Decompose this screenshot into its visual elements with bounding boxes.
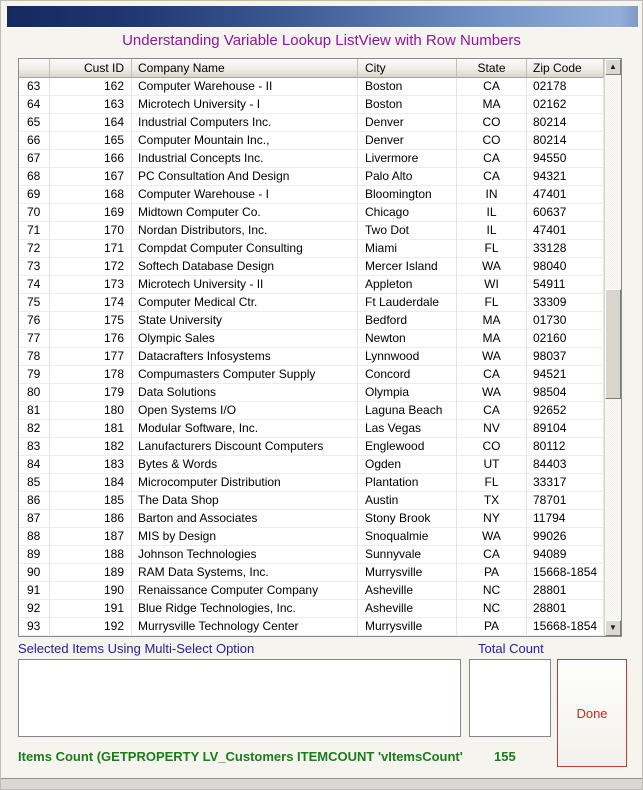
table-cell: CO bbox=[457, 132, 527, 150]
table-cell: 94321 bbox=[527, 168, 604, 186]
table-cell: Murrysville Technology Center bbox=[132, 618, 358, 636]
items-count-status: Items Count (GETPROPERTY LV_Customers ITEMCOUNT 'vItemsCount' bbox=[18, 749, 463, 764]
table-cell: MA bbox=[457, 96, 527, 114]
table-cell: Sunnyvale bbox=[358, 546, 457, 564]
title-bar[interactable] bbox=[7, 6, 638, 28]
table-cell: 67 bbox=[19, 150, 50, 168]
table-cell: 171 bbox=[50, 240, 132, 258]
table-row[interactable] bbox=[19, 384, 604, 402]
customers-listview bbox=[18, 58, 622, 637]
table-cell: 84 bbox=[19, 456, 50, 474]
table-cell: 80214 bbox=[527, 114, 604, 132]
table-cell: 72 bbox=[19, 240, 50, 258]
table-cell: 94521 bbox=[527, 366, 604, 384]
table-cell: Plantation bbox=[358, 474, 457, 492]
table-row[interactable] bbox=[19, 312, 604, 330]
table-cell: Midtown Computer Co. bbox=[132, 204, 358, 222]
table-row[interactable] bbox=[19, 78, 604, 96]
table-cell: Miami bbox=[358, 240, 457, 258]
table-cell: 80 bbox=[19, 384, 50, 402]
table-cell: 93 bbox=[19, 618, 50, 636]
table-cell: 99026 bbox=[527, 528, 604, 546]
selected-items-label: Selected Items Using Multi-Select Option bbox=[18, 641, 255, 656]
table-cell: Lanufacturers Discount Computers bbox=[132, 438, 358, 456]
table-cell: WA bbox=[457, 384, 527, 402]
table-cell: 98504 bbox=[527, 384, 604, 402]
table-cell: 163 bbox=[50, 96, 132, 114]
table-cell: Denver bbox=[358, 114, 457, 132]
table-cell: 02162 bbox=[527, 96, 604, 114]
table-cell: 11794 bbox=[527, 510, 604, 528]
table-cell: 15668-1854 bbox=[527, 618, 604, 636]
table-cell: Asheville bbox=[358, 600, 457, 618]
table-cell: IN bbox=[457, 186, 527, 204]
table-cell: 186 bbox=[50, 510, 132, 528]
table-cell: IL bbox=[457, 204, 527, 222]
table-cell: 165 bbox=[50, 132, 132, 150]
table-row[interactable] bbox=[19, 276, 604, 294]
table-row[interactable] bbox=[19, 168, 604, 186]
table-row[interactable] bbox=[19, 366, 604, 384]
table-cell: PC Consultation And Design bbox=[132, 168, 358, 186]
table-cell: 184 bbox=[50, 474, 132, 492]
table-row[interactable] bbox=[19, 294, 604, 312]
table-cell: CA bbox=[457, 366, 527, 384]
table-cell: 70 bbox=[19, 204, 50, 222]
table-row[interactable] bbox=[19, 438, 604, 456]
table-cell: Chicago bbox=[358, 204, 457, 222]
table-cell: 94550 bbox=[527, 150, 604, 168]
table-cell: Palo Alto bbox=[358, 168, 457, 186]
table-cell: Boston bbox=[358, 78, 457, 96]
done-button[interactable]: Done bbox=[557, 659, 627, 767]
table-cell: 181 bbox=[50, 420, 132, 438]
table-cell: 01730 bbox=[527, 312, 604, 330]
scrollbar-thumb[interactable] bbox=[605, 289, 621, 399]
table-row[interactable] bbox=[19, 474, 604, 492]
table-cell: 190 bbox=[50, 582, 132, 600]
column-header[interactable]: City bbox=[358, 59, 457, 78]
table-cell: 175 bbox=[50, 312, 132, 330]
table-cell: FL bbox=[457, 294, 527, 312]
table-cell: 63 bbox=[19, 78, 50, 96]
table-cell: CA bbox=[457, 150, 527, 168]
table-cell: CO bbox=[457, 438, 527, 456]
table-cell: State University bbox=[132, 312, 358, 330]
table-cell: 162 bbox=[50, 78, 132, 96]
table-cell: 78 bbox=[19, 348, 50, 366]
table-row[interactable] bbox=[19, 492, 604, 510]
table-cell: 83 bbox=[19, 438, 50, 456]
table-cell: Data Solutions bbox=[132, 384, 358, 402]
table-cell: Blue Ridge Technologies, Inc. bbox=[132, 600, 358, 618]
table-cell: 172 bbox=[50, 258, 132, 276]
table-cell: MA bbox=[457, 330, 527, 348]
table-cell: 177 bbox=[50, 348, 132, 366]
table-cell: 54911 bbox=[527, 276, 604, 294]
table-cell: Compdat Computer Consulting bbox=[132, 240, 358, 258]
table-row[interactable] bbox=[19, 510, 604, 528]
scroll-down-icon[interactable]: ▼ bbox=[605, 620, 621, 636]
table-cell: NC bbox=[457, 600, 527, 618]
table-row[interactable] bbox=[19, 528, 604, 546]
table-cell: 191 bbox=[50, 600, 132, 618]
table-cell: 33317 bbox=[527, 474, 604, 492]
table-cell: 164 bbox=[50, 114, 132, 132]
table-cell: Livermore bbox=[358, 150, 457, 168]
table-cell: Ft Lauderdale bbox=[358, 294, 457, 312]
table-cell: Appleton bbox=[358, 276, 457, 294]
table-cell: Compumasters Computer Supply bbox=[132, 366, 358, 384]
table-cell: Lynnwood bbox=[358, 348, 457, 366]
table-row[interactable] bbox=[19, 114, 604, 132]
table-cell: 85 bbox=[19, 474, 50, 492]
table-cell: 66 bbox=[19, 132, 50, 150]
table-row[interactable] bbox=[19, 618, 604, 636]
table-row[interactable] bbox=[19, 546, 604, 564]
table-row[interactable] bbox=[19, 222, 604, 240]
table-cell: 92 bbox=[19, 600, 50, 618]
table-cell: 68 bbox=[19, 168, 50, 186]
items-count-value: 155 bbox=[494, 749, 516, 764]
table-cell: 33128 bbox=[527, 240, 604, 258]
table-cell: 65 bbox=[19, 114, 50, 132]
table-cell: Stony Brook bbox=[358, 510, 457, 528]
table-cell: FL bbox=[457, 240, 527, 258]
table-cell: Microcomputer Distribution bbox=[132, 474, 358, 492]
table-cell: 64 bbox=[19, 96, 50, 114]
table-cell: Murrysville bbox=[358, 564, 457, 582]
table-cell: 80112 bbox=[527, 438, 604, 456]
table-cell: 170 bbox=[50, 222, 132, 240]
table-cell: 98040 bbox=[527, 258, 604, 276]
table-cell: Nordan Distributors, Inc. bbox=[132, 222, 358, 240]
table-cell: Computer Medical Ctr. bbox=[132, 294, 358, 312]
table-row[interactable] bbox=[19, 456, 604, 474]
table-cell: Boston bbox=[358, 96, 457, 114]
selected-items-listbox[interactable] bbox=[18, 659, 461, 737]
table-cell: 47401 bbox=[527, 186, 604, 204]
table-cell: 60637 bbox=[527, 204, 604, 222]
table-cell: 86 bbox=[19, 492, 50, 510]
table-cell: Olympia bbox=[358, 384, 457, 402]
table-row[interactable] bbox=[19, 240, 604, 258]
table-cell: WA bbox=[457, 528, 527, 546]
window-bottom-edge bbox=[1, 778, 642, 790]
table-cell: FL bbox=[457, 474, 527, 492]
column-header[interactable]: Zip Code bbox=[527, 59, 604, 78]
table-cell: Newton bbox=[358, 330, 457, 348]
table-cell: PA bbox=[457, 618, 527, 636]
table-row[interactable] bbox=[19, 582, 604, 600]
listview-columns-area bbox=[19, 59, 604, 636]
table-cell: Asheville bbox=[358, 582, 457, 600]
table-cell: 167 bbox=[50, 168, 132, 186]
table-cell: Barton and Associates bbox=[132, 510, 358, 528]
table-cell: MIS by Design bbox=[132, 528, 358, 546]
table-cell: Computer Mountain Inc., bbox=[132, 132, 358, 150]
table-cell: 187 bbox=[50, 528, 132, 546]
table-cell: Las Vegas bbox=[358, 420, 457, 438]
table-cell: Concord bbox=[358, 366, 457, 384]
table-row[interactable] bbox=[19, 96, 604, 114]
total-count-box[interactable] bbox=[469, 659, 551, 737]
table-cell: 74 bbox=[19, 276, 50, 294]
table-row[interactable] bbox=[19, 420, 604, 438]
table-cell: 168 bbox=[50, 186, 132, 204]
table-cell: 169 bbox=[50, 204, 132, 222]
table-cell: Modular Software, Inc. bbox=[132, 420, 358, 438]
table-cell: 98037 bbox=[527, 348, 604, 366]
table-cell: CA bbox=[457, 546, 527, 564]
table-cell: 183 bbox=[50, 456, 132, 474]
table-cell: Bedford bbox=[358, 312, 457, 330]
table-cell: NC bbox=[457, 582, 527, 600]
table-cell: MA bbox=[457, 312, 527, 330]
table-cell: 84403 bbox=[527, 456, 604, 474]
listview-header-row bbox=[19, 59, 604, 78]
table-cell: Computer Warehouse - I bbox=[132, 186, 358, 204]
table-cell: 185 bbox=[50, 492, 132, 510]
table-row[interactable] bbox=[19, 600, 604, 618]
table-cell: 81 bbox=[19, 402, 50, 420]
table-cell: Computer Warehouse - II bbox=[132, 78, 358, 96]
listview-body bbox=[19, 78, 604, 636]
table-cell: TX bbox=[457, 492, 527, 510]
table-cell: WA bbox=[457, 258, 527, 276]
table-row[interactable] bbox=[19, 204, 604, 222]
table-cell: 182 bbox=[50, 438, 132, 456]
table-cell: 179 bbox=[50, 384, 132, 402]
table-cell: 166 bbox=[50, 150, 132, 168]
table-cell: 79 bbox=[19, 366, 50, 384]
table-cell: Microtech University - II bbox=[132, 276, 358, 294]
table-row[interactable] bbox=[19, 330, 604, 348]
table-row[interactable] bbox=[19, 348, 604, 366]
table-cell: 89104 bbox=[527, 420, 604, 438]
table-cell: UT bbox=[457, 456, 527, 474]
table-cell: 80214 bbox=[527, 132, 604, 150]
table-cell: NY bbox=[457, 510, 527, 528]
total-count-label: Total Count bbox=[478, 641, 544, 656]
table-cell: Denver bbox=[358, 132, 457, 150]
table-cell: 82 bbox=[19, 420, 50, 438]
table-row[interactable] bbox=[19, 132, 604, 150]
table-cell: Softech Database Design bbox=[132, 258, 358, 276]
table-cell: Mercer Island bbox=[358, 258, 457, 276]
table-row[interactable] bbox=[19, 402, 604, 420]
table-cell: Open Systems I/O bbox=[132, 402, 358, 420]
table-cell: Ogden bbox=[358, 456, 457, 474]
table-row[interactable] bbox=[19, 564, 604, 582]
table-cell: CA bbox=[457, 168, 527, 186]
table-cell: 92652 bbox=[527, 402, 604, 420]
table-cell: 94089 bbox=[527, 546, 604, 564]
table-cell: CA bbox=[457, 402, 527, 420]
table-cell: CO bbox=[457, 114, 527, 132]
table-cell: 178 bbox=[50, 366, 132, 384]
table-cell: 28801 bbox=[527, 600, 604, 618]
table-cell: 15668-1854 bbox=[527, 564, 604, 582]
table-cell: CA bbox=[457, 78, 527, 96]
table-cell: Englewood bbox=[358, 438, 457, 456]
table-cell: Datacrafters Infosystems bbox=[132, 348, 358, 366]
table-cell: 75 bbox=[19, 294, 50, 312]
table-cell: 33309 bbox=[527, 294, 604, 312]
page-title: Understanding Variable Lookup ListView with Row Numbers bbox=[122, 32, 521, 49]
table-cell: 69 bbox=[19, 186, 50, 204]
table-row[interactable] bbox=[19, 186, 604, 204]
scroll-up-icon[interactable]: ▲ bbox=[605, 59, 621, 75]
table-cell: Industrial Concepts Inc. bbox=[132, 150, 358, 168]
table-cell: Johnson Technologies bbox=[132, 546, 358, 564]
table-cell: IL bbox=[457, 222, 527, 240]
table-cell: Microtech University - I bbox=[132, 96, 358, 114]
table-cell: Murrysville bbox=[358, 618, 457, 636]
column-header[interactable]: Company Name bbox=[132, 59, 358, 78]
table-cell: 89 bbox=[19, 546, 50, 564]
table-cell: WA bbox=[457, 348, 527, 366]
table-cell: Snoqualmie bbox=[358, 528, 457, 546]
table-cell: The Data Shop bbox=[132, 492, 358, 510]
table-cell: 77 bbox=[19, 330, 50, 348]
column-header[interactable]: Cust ID bbox=[50, 59, 132, 78]
table-cell: 173 bbox=[50, 276, 132, 294]
table-cell: Bytes & Words bbox=[132, 456, 358, 474]
column-header[interactable]: State bbox=[457, 59, 527, 78]
column-header[interactable] bbox=[19, 59, 50, 78]
table-cell: 87 bbox=[19, 510, 50, 528]
table-cell: Two Dot bbox=[358, 222, 457, 240]
table-cell: Austin bbox=[358, 492, 457, 510]
table-cell: PA bbox=[457, 564, 527, 582]
table-cell: WI bbox=[457, 276, 527, 294]
table-cell: 192 bbox=[50, 618, 132, 636]
table-cell: 71 bbox=[19, 222, 50, 240]
table-cell: 91 bbox=[19, 582, 50, 600]
table-cell: 188 bbox=[50, 546, 132, 564]
table-cell: 78701 bbox=[527, 492, 604, 510]
table-cell: 180 bbox=[50, 402, 132, 420]
table-row[interactable] bbox=[19, 258, 604, 276]
table-cell: 189 bbox=[50, 564, 132, 582]
table-cell: Industrial Computers Inc. bbox=[132, 114, 358, 132]
table-cell: 90 bbox=[19, 564, 50, 582]
table-cell: 47401 bbox=[527, 222, 604, 240]
table-cell: 174 bbox=[50, 294, 132, 312]
table-cell: 76 bbox=[19, 312, 50, 330]
table-cell: 73 bbox=[19, 258, 50, 276]
table-cell: 02160 bbox=[527, 330, 604, 348]
table-cell: Olympic Sales bbox=[132, 330, 358, 348]
table-cell: Renaissance Computer Company bbox=[132, 582, 358, 600]
table-cell: Bloomington bbox=[358, 186, 457, 204]
table-cell: RAM Data Systems, Inc. bbox=[132, 564, 358, 582]
table-cell: 28801 bbox=[527, 582, 604, 600]
table-cell: 176 bbox=[50, 330, 132, 348]
table-cell: NV bbox=[457, 420, 527, 438]
table-cell: 02178 bbox=[527, 78, 604, 96]
table-cell: 88 bbox=[19, 528, 50, 546]
table-row[interactable] bbox=[19, 150, 604, 168]
vertical-scrollbar[interactable] bbox=[604, 59, 621, 636]
table-cell: Laguna Beach bbox=[358, 402, 457, 420]
